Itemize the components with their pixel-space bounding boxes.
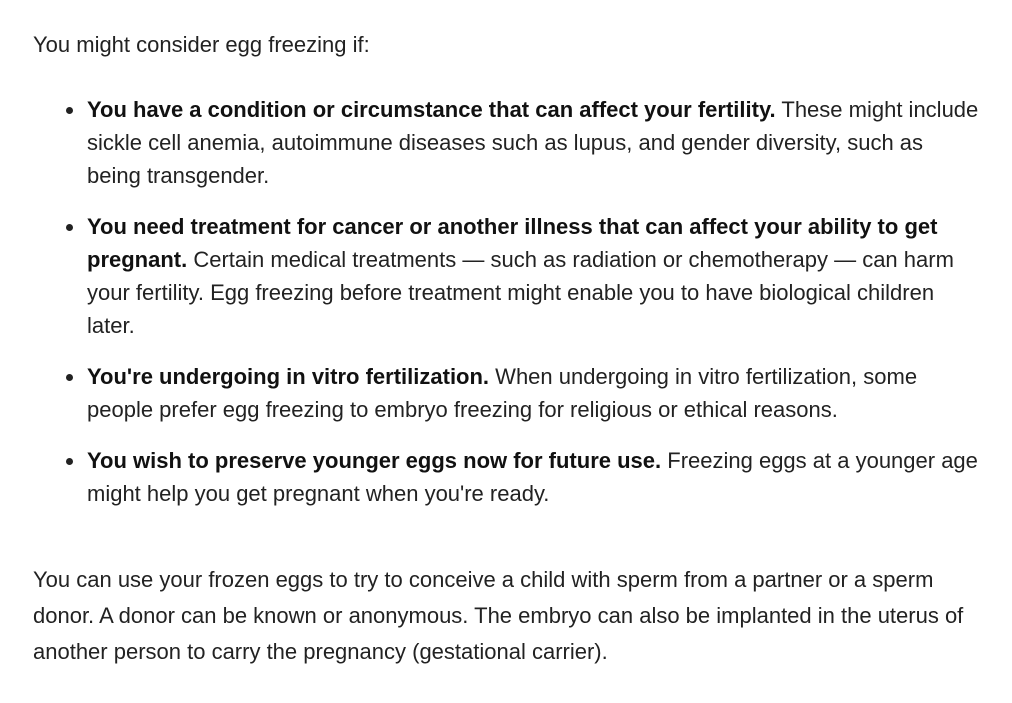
list-item-text: When undergoing in vitro fertilization, some people prefer egg freezing to embryo freezing for religious or ethical reasons. (87, 364, 918, 422)
intro-paragraph: You might consider egg freezing if: (33, 32, 370, 57)
list-item-lead: You need treatment for cancer or another illness that can affect your ability to get pregnant. (87, 214, 938, 272)
list-item-lead: You're undergoing in vitro fertilization. (87, 364, 490, 389)
list-item (87, 210, 979, 342)
bullet-icon (66, 107, 73, 114)
list-item (87, 93, 979, 192)
list-item-text: Freezing eggs at a younger age might help you get pregnant when you're ready. (87, 448, 978, 506)
closing-paragraph: You can use your frozen eggs to try to conceive a child with sperm from a partner or a sperm donor. A donor can be known or anonymous. The embryo can also be implanted in the uterus of another person to carry the pregnancy (gestational carrier). (33, 567, 964, 664)
list-item-lead: You have a condition or circumstance that can affect your fertility. (87, 97, 776, 122)
list-item-text: Certain medical treatments — such as radiation or chemotherapy — can harm your fertility. Egg freezing before treatment might enable you to have biological children later. (87, 247, 954, 338)
bullet-icon (66, 224, 73, 231)
list-item-lead: You wish to preserve younger eggs now for future use. (87, 448, 662, 473)
bullet-icon (66, 458, 73, 465)
bullet-icon (66, 374, 73, 381)
reasons-list (33, 93, 979, 510)
list-item (87, 360, 979, 426)
list-item-text: These might include sickle cell anemia, autoimmune diseases such as lupus, and gender diversity, such as being transgender. (87, 97, 979, 188)
list-item (87, 444, 979, 510)
